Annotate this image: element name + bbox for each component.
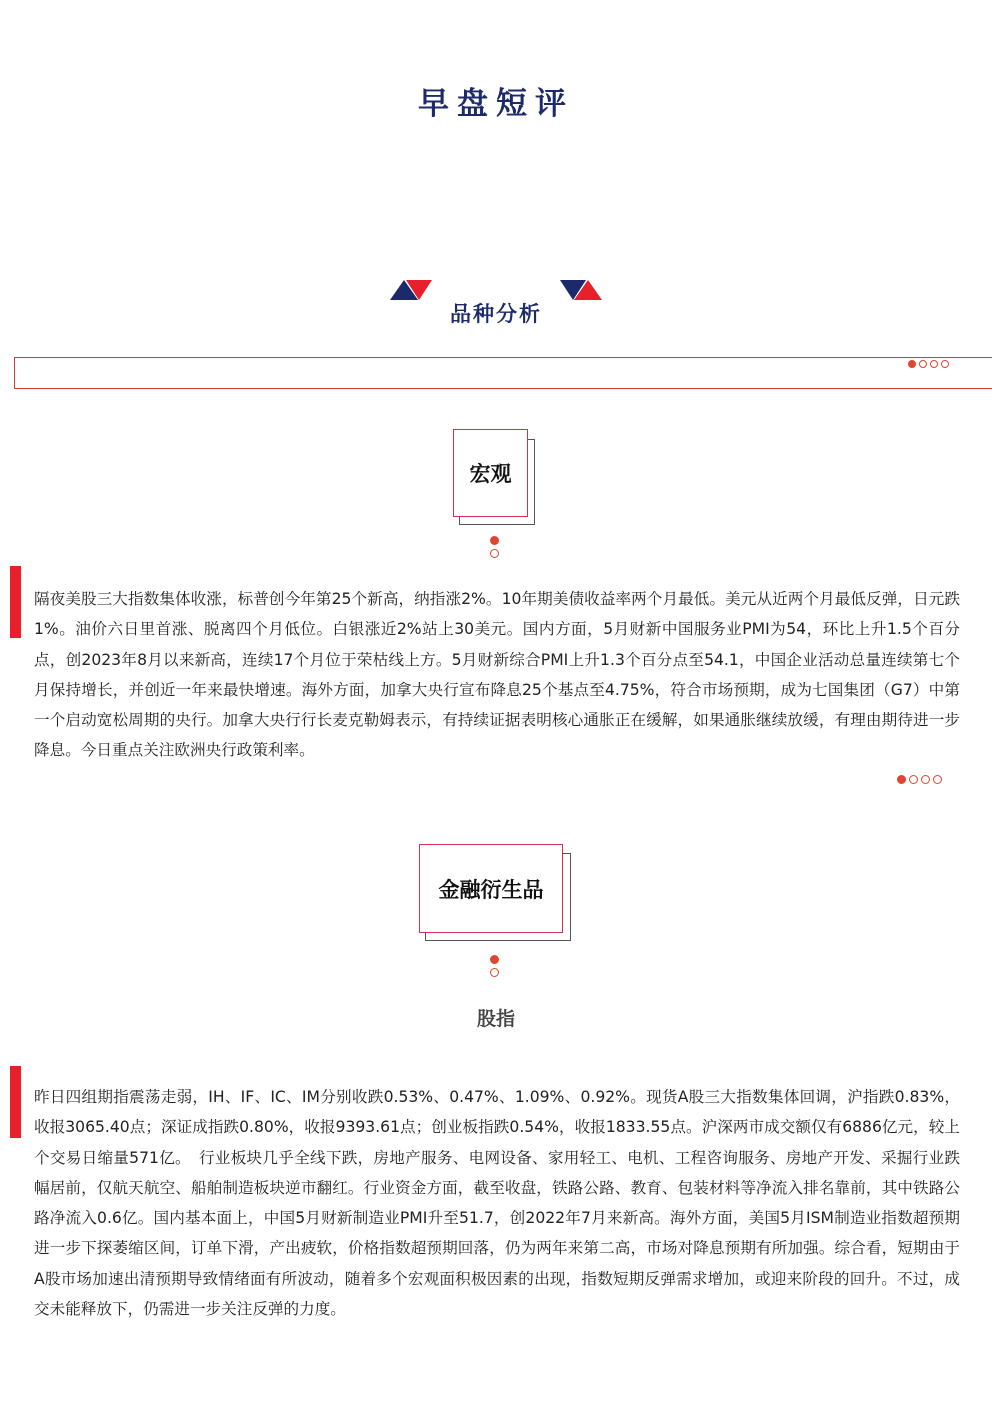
dot-icon — [908, 360, 916, 368]
dot-icon — [933, 775, 942, 784]
macro-title-box — [453, 429, 528, 517]
dot-icon — [921, 775, 930, 784]
derivatives-paragraph: 昨日四组期指震荡走弱，IH、IF、IC、IM分别收跌0.53%、0.47%、1.09%、0.92%。现货A股三大指数集体回调，沪指跌0.83%，收报3065.40点；深证成指跌0.80%，收报9393.61点；创业板指跌0.54%，收报1833.55点。沪深两市成交额仅有6886亿元，较上个交易日缩量571亿。 行业板块几乎全线下跌，房地产服务、电网设备、家用轻工、电机、工程咨询服务、房地产开发、采掘行业跌幅居前，仅航天航空、船舶制造板块逆市翻红。行业资金方面，截至收盘，铁路公路、教育、包装材料等净流入排名靠前，其中铁路公路净流入0.6亿。国内基本面上，中国5月财新制造业PMI升至51.7，创2022年7月来新高。海外方面，美国5月ISM制造业指数超预期进一步下探萎缩区间，订单下滑，产出疲软，价格指数超预期回落，仍为两年来第二高，市场对降息预期有所加强。综合看，短期由于A股市场加速出清预期导致情绪面有所波动，随着多个宏观面积极因素的出现，指数短期反弹需求增加，或迎来阶段的回升。不过，成交未能释放下，仍需进一步关注反弹的力度。 — [34, 1088, 960, 1319]
derivatives-subtitle: 股指 — [476, 1008, 515, 1030]
dots-indicator — [897, 775, 942, 784]
section-heading: 品种分析 — [450, 302, 542, 326]
dot-icon — [941, 360, 949, 368]
dot-icon — [919, 360, 927, 368]
dots-indicator — [908, 360, 949, 368]
macro-title: 宏观 — [469, 462, 512, 486]
dot-icon — [909, 775, 918, 784]
paragraph-marker — [10, 1066, 21, 1138]
dot-icon — [897, 775, 906, 784]
vertical-dots-derivatives — [490, 955, 499, 977]
dot-icon — [930, 360, 938, 368]
section-divider-frame — [14, 357, 992, 389]
dot-icon — [490, 968, 499, 977]
derivatives-title: 金融衍生品 — [438, 877, 544, 902]
vertical-dots-macro — [490, 536, 499, 558]
dot-icon — [490, 536, 499, 545]
paragraph-marker — [10, 566, 21, 638]
macro-paragraph: 隔夜美股三大指数集体收涨，标普创今年第25个新高，纳指涨2%。10年期美债收益率两个月最低。美元从近两个月最低反弹，日元跌1%。油价六日里首涨、脱离四个月低位。白银涨近2%站上30美元。国内方面，5月财新中国服务业PMI为54，环比上升1.5个百分点，创2023年8月以来新高，连续17个月位于荣枯线上方。5月财新综合PMI上升1.3个百分点至54.1，中国企业活动总量连续第七个月保持增长，并创近一年来最快增速。海外方面，加拿大央行宣布降息25个基点至4.75%，符合市场预期，成为七国集团（G7）中第一个启动宽松周期的央行。加拿大央行行长麦克勒姆表示，有持续证据表明核心通胀正在缓解，如果通胀继续放缓，有理由期待进一步降息。今日重点关注欧洲央行政策利率。 — [34, 590, 960, 760]
dot-icon — [490, 955, 499, 964]
derivatives-title-box — [419, 844, 563, 933]
dot-icon — [490, 549, 499, 558]
page-title: 早盘短评 — [418, 86, 574, 122]
